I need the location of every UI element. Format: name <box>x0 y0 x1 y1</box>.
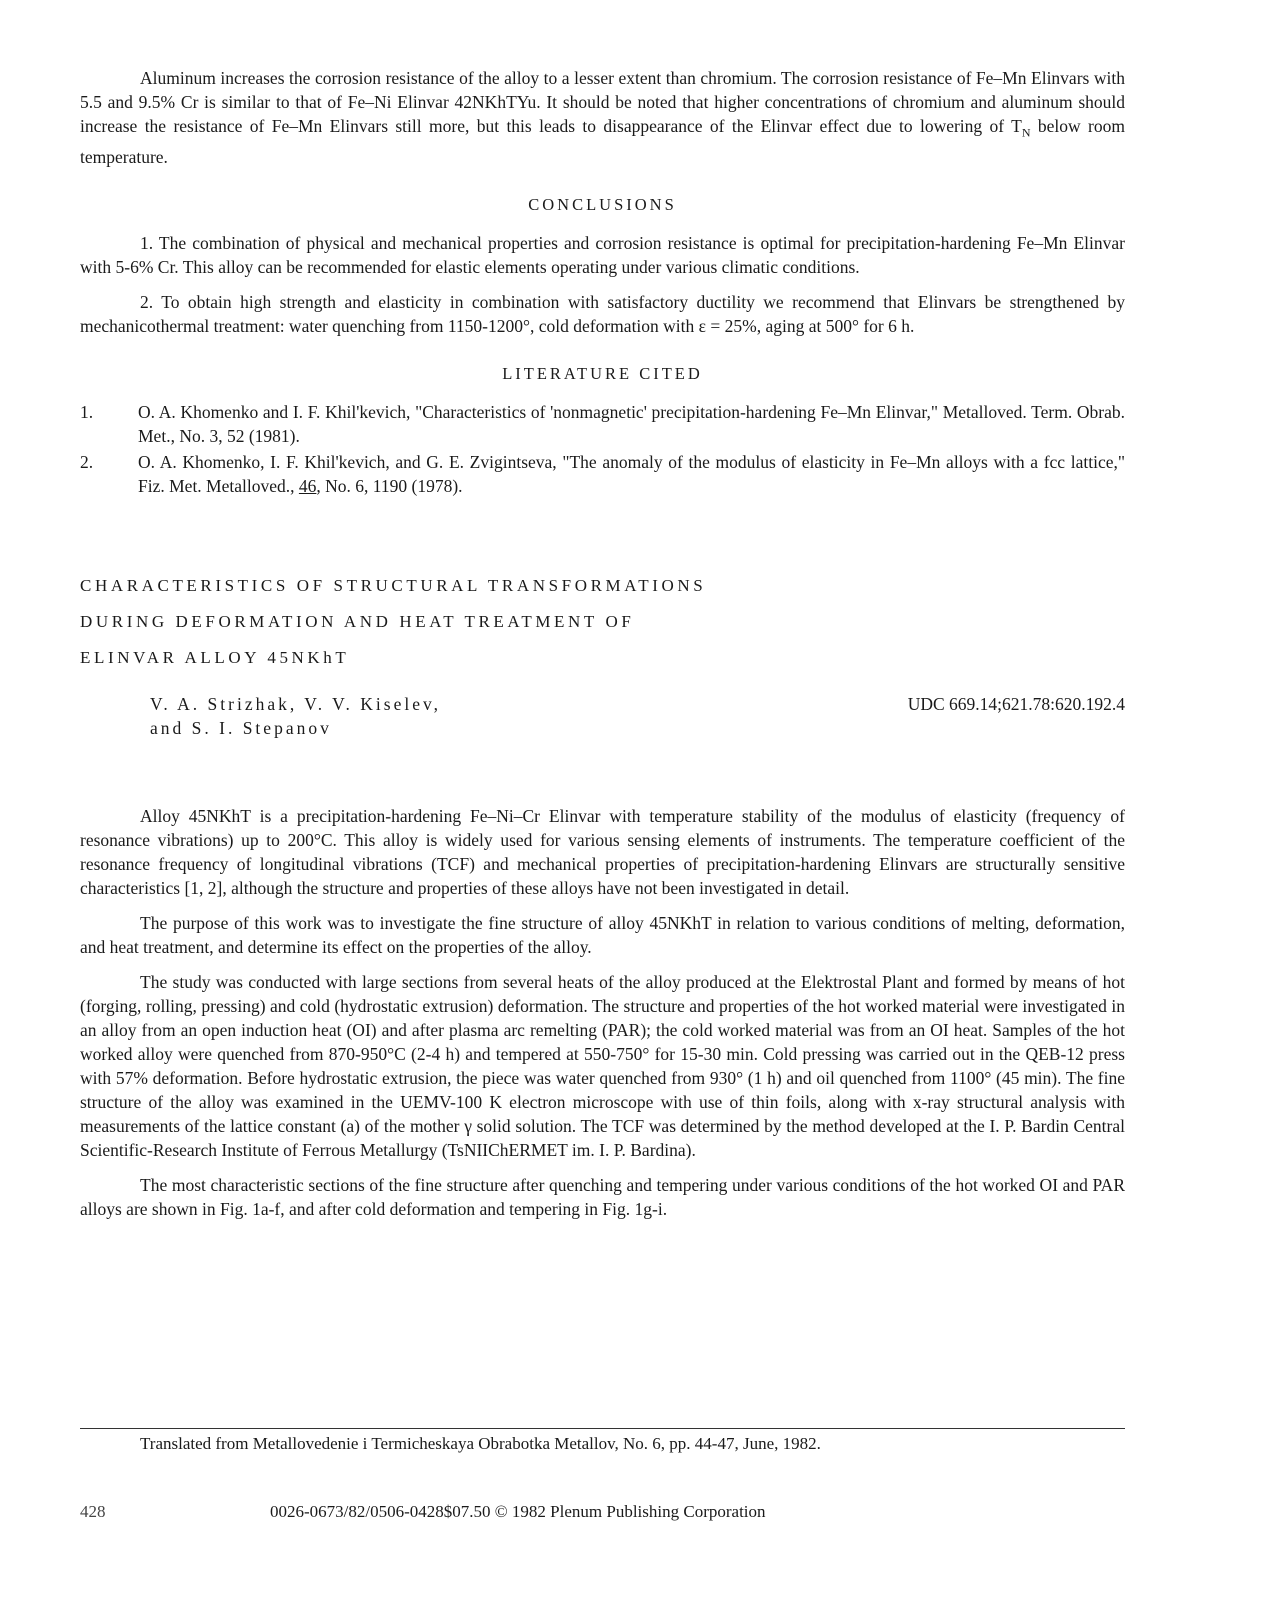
body-paragraph: Alloy 45NKhT is a precipitation-hardening Fe–Ni–Cr Elinvar with temperature stability of the modulus of elasticity (frequency of resonance vibrations) up to 200°C. This alloy is widely used for various sensing elements of instruments. The temperature coefficient of the resonance frequency of longitudinal vibrations (TCF) and mechanical properties of precipitation-hardening Elinvars are structurally sensitive characteristics [1, 2], although the structure and properties of these alloys have not been investigated in detail. <box>80 805 1125 898</box>
author-row <box>80 692 1125 748</box>
body-paragraph: The purpose of this work was to investigate the fine structure of alloy 45NKhT in relation to various conditions of melting, deformation, and heat treatment, and determine its effect on the properties of the alloy. <box>80 912 1125 957</box>
reference-item <box>80 400 1125 448</box>
intro-paragraph <box>80 66 1125 169</box>
article-title-line: DURING DEFORMATION AND HEAT TREATMENT OF <box>80 611 635 631</box>
conclusions-heading: CONCLUSIONS <box>528 194 677 214</box>
article-title <box>80 574 1125 670</box>
reference-volume: 46 <box>298 475 317 496</box>
page-content <box>80 66 1125 1221</box>
authors <box>150 692 441 740</box>
reference-list <box>80 400 1125 498</box>
intro-text: Aluminum increases the corrosion resistance of the alloy to a lesser extent than chromium. The corrosion resistance of Fe–Mn Elinvars with 5.5 and 9.5% Cr is similar to that of Fe–Ni Elinvar 42NKhTYu. It should be noted that higher concentrations of chromium and aluminum should increase the resistance of Fe–Mn Elinvars still more, but this leads to disappearance of the Elinvar effect due to lowering of T <box>80 68 1125 136</box>
intro-tail: below room temperature. <box>80 116 1125 167</box>
reference-number: 1. <box>80 401 94 422</box>
reference-text: O. A. Khomenko and I. F. Khil'kevich, "Characteristics of 'nonmagnetic' precipitation-hardening Fe–Mn Elinvar," Metalloved. Term. Obrab. Met., No. 3, 52 (1981). <box>138 401 1125 446</box>
author-line: and S. I. Stepanov <box>150 717 332 738</box>
reference-number: 2. <box>80 451 94 472</box>
author-line: V. A. Strizhak, V. V. Kiselev, <box>150 693 441 714</box>
translated-from: Translated from Metallovedenie i Termicheskaya Obrabotka Metallov, No. 6, pp. 44-47, June, 1982. <box>140 1434 821 1453</box>
issn-copyright: 0026-0673/82/0506-0428$07.50 © 1982 Plenum Publishing Corporation <box>270 1502 766 1521</box>
body-paragraph: The most characteristic sections of the fine structure after quenching and tempering under various conditions of the hot worked OI and PAR alloys are shown in Fig. 1a-f, and after cold deformation and tempering in Fig. 1g-i. <box>80 1174 1125 1219</box>
footnote-divider <box>80 1428 1125 1429</box>
conclusion-1: 1. The combination of physical and mechanical properties and corrosion resistance is optimal for precipitation-hardening Fe–Mn Elinvar with 5-6% Cr. This alloy can be recommended for elastic elements operating under various climatic conditions. <box>80 232 1125 277</box>
intro-subscript: N <box>1021 125 1031 140</box>
article-body <box>80 804 1125 1221</box>
page-number: 428 <box>80 1502 106 1521</box>
literature-heading: LITERATURE CITED <box>502 363 703 383</box>
body-paragraph: The study was conducted with large sections from several heats of the alloy produced at the Elektrostal Plant and formed by means of hot (forging, rolling, pressing) and cold (hydrostatic extrusion) deformation. The structure and properties of the hot worked material were investigated in an alloy from an open induction heat (OI) and after plasma arc remelting (PAR); the cold worked material was from an OI heat. Samples of the hot worked alloy were quenched from 870-950°C (2-4 h) and tempered at 550-750° for 15-30 min. Cold pressing was carried out in the QEB-12 press with 57% deformation. Before hydrostatic extrusion, the piece was water quenched from 930° (1 h) and oil quenched from 1100° (45 min). The fine structure of the alloy was examined in the UEMV-100 K electron microscope with use of thin foils, along with x-ray structural analysis with measurements of the lattice constant (a) of the mother γ solid solution. The TCF was determined by the method developed at the I. P. Bardin Central Scientific-Research Institute of Ferrous Metallurgy (TsNIIChERMET im. I. P. Bardina). <box>80 971 1125 1160</box>
reference-text: O. A. Khomenko, I. F. Khil'kevich, and G. E. Zvigintseva, "The anomaly of the modulus of elasticity in Fe–Mn alloys with a fcc lattice," Fiz. Met. Metalloved., <box>138 451 1125 496</box>
udc-code: UDC 669.14;621.78:620.192.4 <box>907 693 1125 714</box>
reference-item <box>80 450 1125 498</box>
reference-text-tail: , No. 6, 1190 (1978). <box>316 475 463 496</box>
article-title-line: CHARACTERISTICS OF STRUCTURAL TRANSFORMATIONS <box>80 575 707 595</box>
article-title-line: ELINVAR ALLOY 45NKhT <box>80 647 350 667</box>
conclusion-2: 2. To obtain high strength and elasticity in combination with satisfactory ductility we recommend that Elinvars be strengthened by mechanicothermal treatment: water quenching from 1150-1200°, cold deformation with ε = 25%, aging at 500° for 6 h. <box>80 291 1125 336</box>
